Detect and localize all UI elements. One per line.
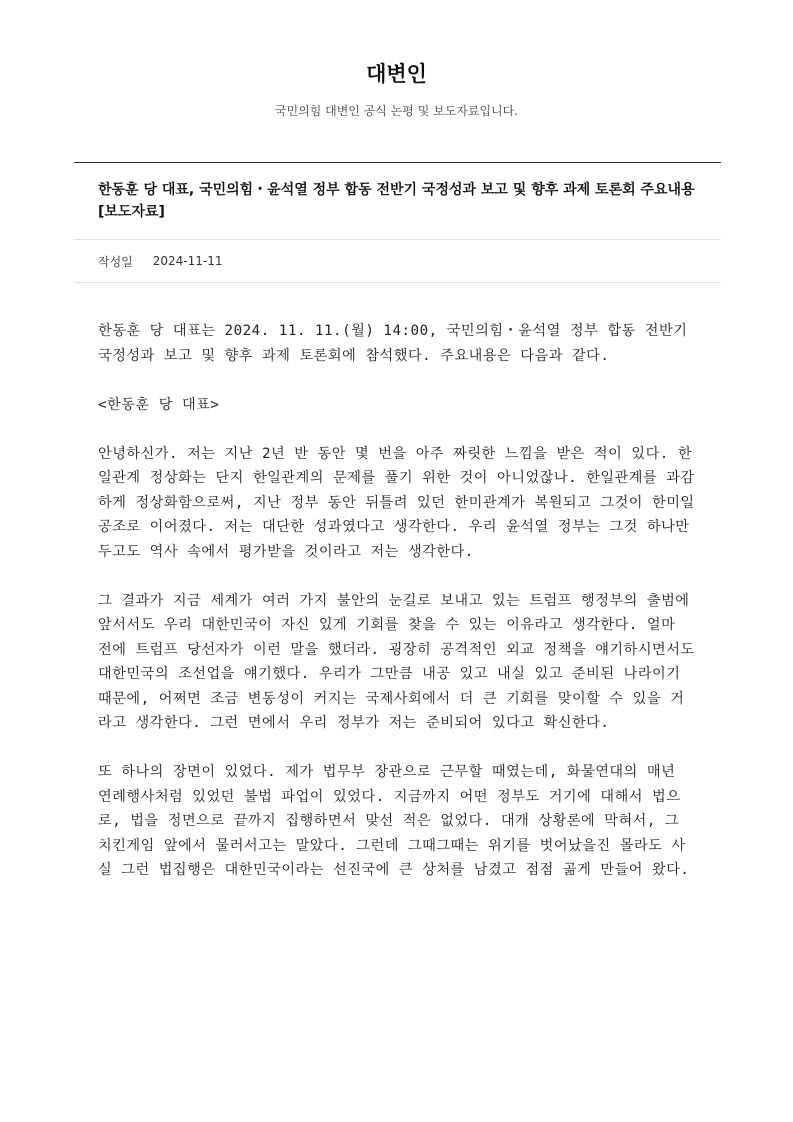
date-label: 작성일	[98, 254, 133, 269]
body-paragraph: 한동훈 당 대표는 2024. 11. 11.(월) 14:00, 국민의힘・윤석열 정부 합동 전반기 국정성과 보고 및 향후 과제 토론회에 참석했다. 주요내용은 다음과 같다.	[98, 323, 688, 364]
body-paragraph: 또 하나의 장면이 있었다. 제가 법무부 장관으로 근무할 때였는데, 화물연대의 매년 연례행사처럼 있었던 불법 파업이 있었다. 지금까지 어떤 정부도 거기에 대해서 법으로, 법을 정면으로 끝까지 집행하면서 맞선 적은 없었다. 대개 상황론에 막혀서, 그 치킨게임 앞에서 물러서고는 말았다. 그런데 그때그때는 위기를 벗어났을진 몰라도 사실 그런 법집행은 대한민국이라는 선진국에 큰 상처를 남겼고 점점 곪게 만들어 왔다.	[98, 764, 690, 878]
site-header	[0, 58, 793, 120]
publish-date: 2024-11-11	[152, 254, 223, 268]
body-paragraph: 안녕하신가. 저는 지난 2년 반 동안 몇 번을 아주 짜릿한 느낌을 받은 적이 있다. 한일관계 정상화는 단지 한일관계의 문제를 풀기 위한 것이 아니었잖나. 한일관계를 과감하게 정상화함으로써, 지난 정부 동안 뒤틀려 있던 한미관계가 복원되고 그것이 한미일 공조로 이어졌다. 저는 대단한 성과였다고 생각한다. 우리 윤석열 정부는 그것 하나만 두고도 역사 속에서 평가받을 것이라고 저는 생각한다.	[98, 445, 695, 560]
site-description: 국민의힘 대변인 공식 논평 및 보도자료입니다.	[274, 104, 519, 118]
press-release-article	[74, 162, 721, 907]
article-meta	[74, 240, 721, 282]
site-title: 대변인	[366, 62, 427, 86]
article-body	[74, 283, 721, 883]
article-title: 한동훈 당 대표, 국민의힘・윤석열 정부 합동 전반기 국정성과 보고 및 향후 과제 토론회 주요내용 [보도자료]	[98, 182, 695, 220]
body-paragraph: 그 결과가 지금 세계가 여러 가지 불안의 눈길로 보내고 있는 트럼프 행정부의 출범에 앞서서도 우리 대한민국이 자신 있게 기회를 찾을 수 있는 이유라고 생각한다. 얼마 전에 트럼프 당선자가 이런 말을 했더라. 굉장히 공격적인 외교 정책을 얘기하시면서도 대한민국의 조선업을 얘기했다. 우리가 그만큼 내공 있고 내실 있고 준비된 나라이기 때문에, 어쩌면 조금 변동성이 커지는 국제사회에서 더 큰 기회를 맞이할 수 있을 거라고 생각한다. 그런 면에서 우리 정부가 저는 준비되어 있다고 확신한다.	[98, 592, 695, 731]
body-paragraph: <한동훈 당 대표>	[98, 396, 220, 413]
